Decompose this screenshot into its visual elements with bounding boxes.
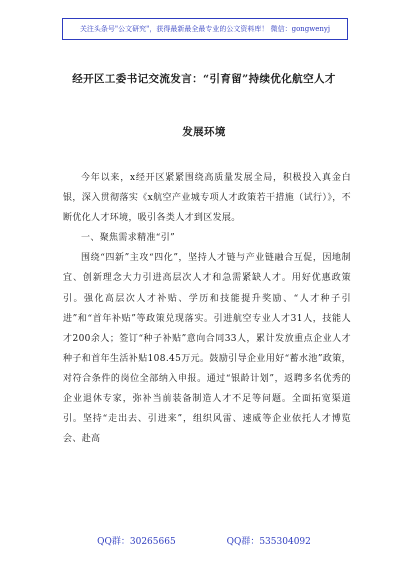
section-heading: 一、聚焦需求精准“引”	[81, 233, 176, 244]
document-title: 经开区工委书记交流发言：“引育留”持续优化航空人才	[72, 73, 336, 85]
document-title-continued: 发展环境	[182, 126, 226, 138]
promo-banner	[62, 18, 348, 40]
paragraph-body: 围绕“四新”主攻“四化”，坚持人才链与产业链融合互促，因地制宜、创新理念大力引进高层次人才和急需紧缺人才。用好优惠政策引。强化高层次人才补贴、学历和技能提升奖励、“人才种子引进”和“首年补贴”等政策兑现落实。引进航空专业人才31人，技能人才200余人；签订“种子补贴”意向合同33人，累计发放重点企业人才种子和首年生活补贴108.45万元。鼓励引导企业用好“蓄水池”政策，对符合条件的岗位全部纳入申报。通过“银龄计划”，返聘多名优秀的企业退休专家，弥补当前装备制造人才不足等问题。全面拓宽渠道引。坚持“走出去、引进来”，组织风雷、速威等企业依托人才博览会、赴高	[63, 253, 351, 445]
document-body	[63, 168, 351, 449]
qq-group-2: QQ群：535304092	[226, 537, 311, 547]
promo-banner-text: 关注头条号"公文研究"，获得最新最全最专业的公文资料库！ 微信：gongwenyj	[79, 25, 331, 33]
qq-group-1: QQ群：30265665	[97, 537, 176, 547]
footer-contact	[0, 534, 408, 547]
paragraph-intro: 今年以来，x经开区紧紧围绕高质量发展全局，积极投入真金白银，深入贯彻落实《x航空产业城专项人才政策若干措施（试行）》，不断优化人才环境，吸引各类人才到区发展。	[63, 173, 351, 224]
